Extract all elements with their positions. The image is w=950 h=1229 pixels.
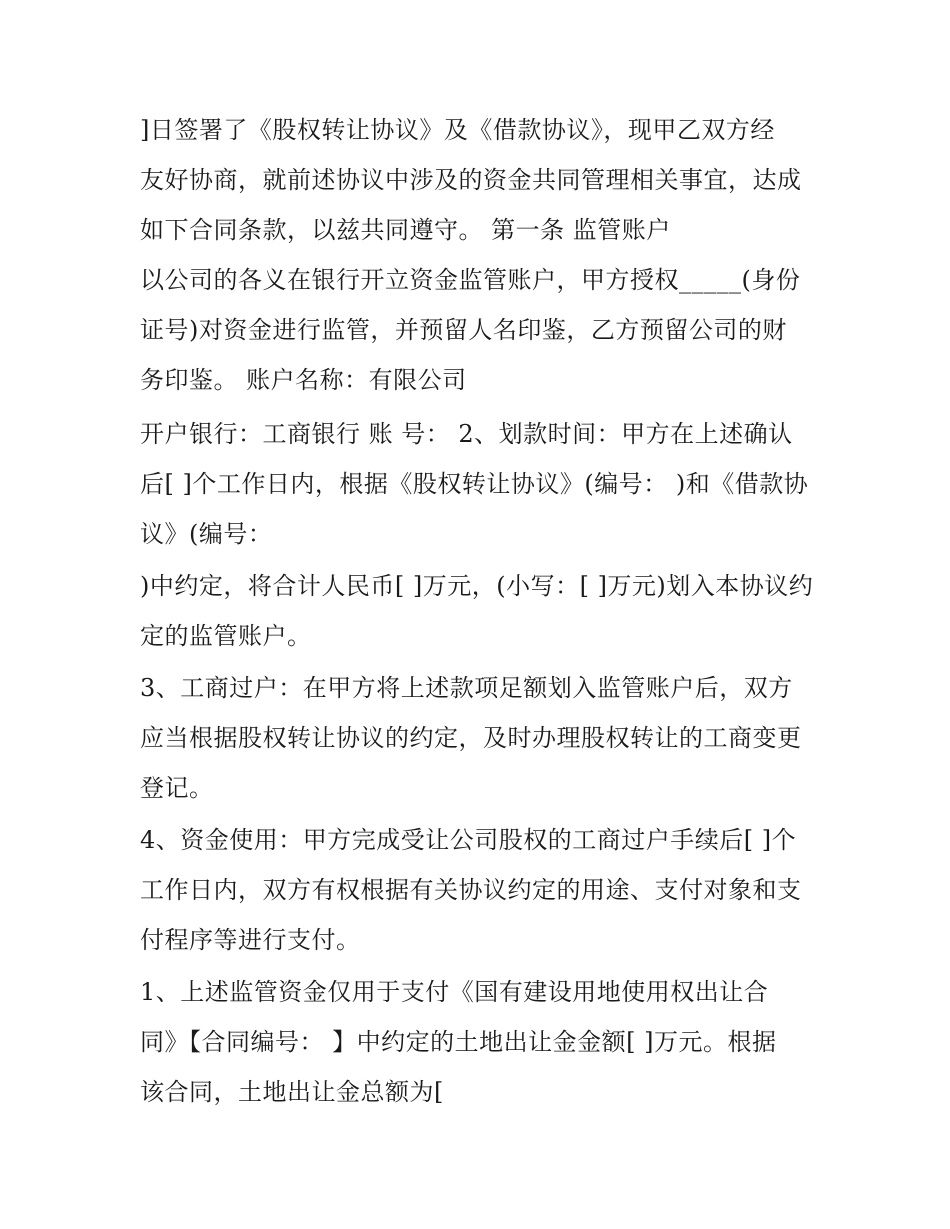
text-line: 定的监管账户。 (140, 622, 312, 650)
text-line: 4、资金使用：甲方完成受让公司股权的工商过户手续后[ ]个 (140, 826, 797, 854)
text-line: 1、上述监管资金仅用于支付《国有建设用地使用权出让合 (140, 978, 769, 1006)
text-line: 友好协商，就前述协议中涉及的资金共同管理相关事宜，达成 (140, 166, 802, 194)
text-line: ]日签署了《股权转让协议》及《借款协议》，现甲乙双方经 (140, 116, 775, 144)
text-line: 付程序等进行支付。 (140, 926, 361, 954)
text-line: 以公司的各义在银行开立资金监管账户，甲方授权_____(身份 (140, 266, 801, 294)
text-line: 登记。 (140, 774, 214, 802)
text-line: 该合同，土地出让金总额为[ (140, 1078, 444, 1106)
text-line: )中约定，将合计人民币[ ]万元，(小写：[ ]万元)划入本协议约 (140, 572, 814, 600)
text-line: 同》【合同编号： 】中约定的土地出让金金额[ ]万元。根据 (140, 1028, 777, 1056)
text-line: 如下合同条款，以兹共同遵守。 第一条 监管账户 (140, 216, 671, 244)
text-line: 议》(编号： (140, 520, 273, 548)
text-line: 务印鉴。 账户名称：有限公司 (140, 366, 467, 394)
text-line: 应当根据股权转让协议的约定，及时办理股权转让的工商变更 (140, 724, 802, 752)
text-line: 后[ ]个工作日内，根据《股权转让协议》(编号： )和《借款协 (140, 470, 809, 498)
text-line: 3、工商过户：在甲方将上述款项足额划入监管账户后，双方 (140, 674, 793, 702)
text-line: 工作日内，双方有权根据有关协议约定的用途、支付对象和支 (140, 876, 802, 904)
text-line: 证号)对资金进行监管，并预留人名印鉴，乙方预留公司的财 (140, 316, 787, 344)
text-line: 开户银行：工商银行 账 号： 2、划款时间：甲方在上述确认 (140, 420, 793, 448)
